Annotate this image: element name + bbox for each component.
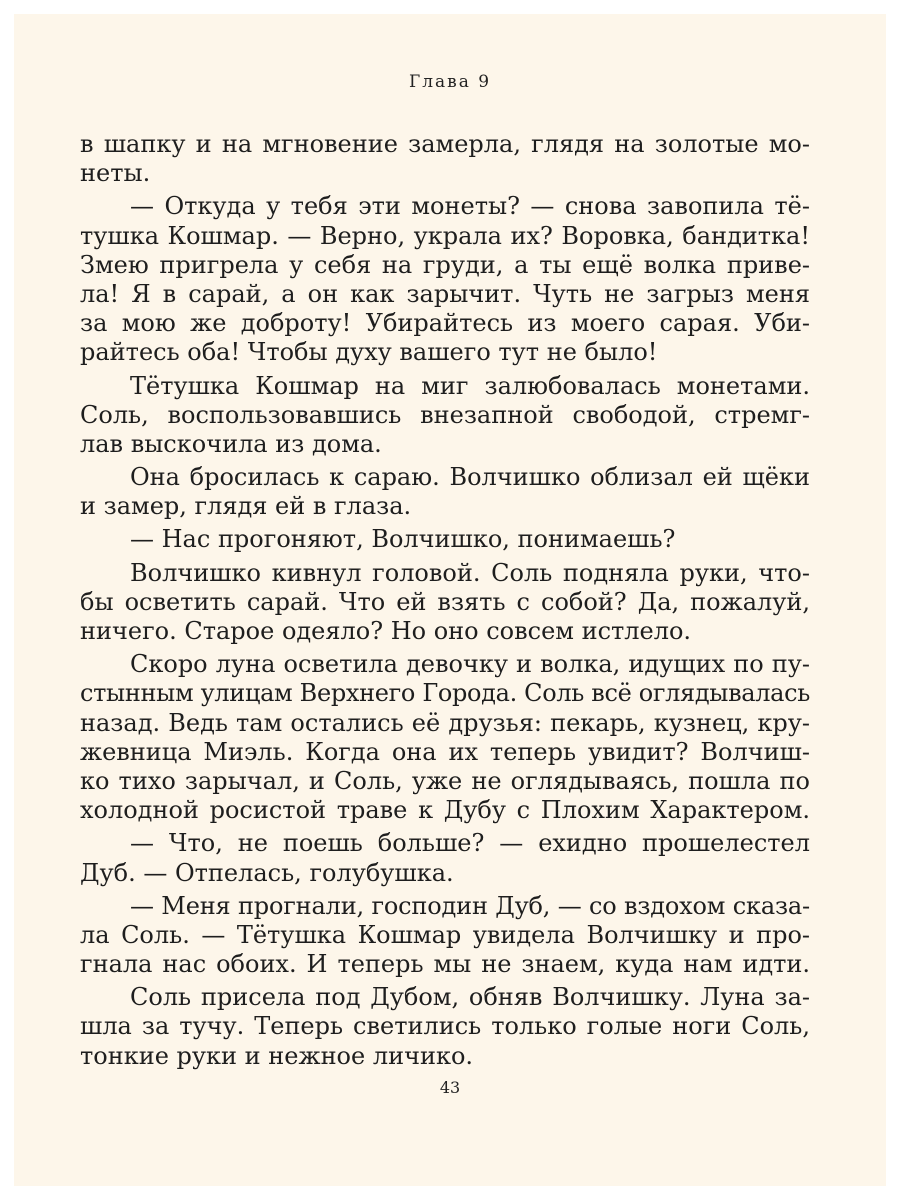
text-line: Соль присела под Дубом, обняв Волчишку. Луна за- [130, 983, 810, 1012]
paragraph [80, 983, 810, 1071]
text-line: за мою же доброту! Убирайтесь из моего сарая. Уби- [80, 309, 810, 338]
text-line: Тётушка Кошмар на миг залюбовалась монетами. [130, 371, 810, 400]
text-line: стынным улицам Верхнего Города. Соль всё оглядывалась [80, 679, 810, 708]
text-line: Змею пригрела у себя на груди, а ты ещё волка приве- [80, 250, 810, 279]
paragraph [80, 559, 810, 647]
text-line: Скоро луна осветила девочку и волка, идущих по пу- [130, 650, 810, 679]
text-line: холодной росистой траве к Дубу с Плохим Характером. [80, 796, 810, 825]
text-line: ла! Я в сарай, а он как зарычит. Чуть не загрыз меня [80, 279, 810, 308]
book-page [14, 14, 886, 1186]
text-line: неты. [80, 159, 151, 188]
text-line: Волчишко кивнул головой. Соль подняла руки, что- [130, 558, 810, 587]
text-line: назад. Ведь там остались её друзья: пекарь, кузнец, кру- [80, 708, 810, 737]
page-number: 43 [439, 1078, 461, 1097]
paragraph [80, 130, 810, 188]
text-line: в шапку и на мгновение замерла, глядя на золотые мо- [80, 130, 810, 158]
text-line: ла Соль. — Тётушка Кошмар увидела Волчишку и про- [80, 920, 810, 949]
text-line: ничего. Старое одеяло? Но оно совсем истлело. [80, 617, 692, 645]
paragraph [80, 525, 810, 554]
text-line: шла за тучу. Теперь светились только голые ноги Соль, [80, 1012, 810, 1041]
paragraph [80, 463, 810, 521]
text-line: лав выскочила из дома. [80, 429, 382, 458]
text-line: Дуб. — Отпелась, голубушка. [80, 858, 454, 887]
running-header: Глава 9 [408, 72, 492, 92]
text-line: бы осветить сарай. Что ей взять с собой? Да, пожалуй, [80, 587, 810, 616]
text-line: — Меня прогнали, господин Дуб, — со вздохом сказа- [130, 891, 810, 920]
paragraph [80, 650, 810, 825]
text-line: ко тихо зарычал, и Соль, уже не оглядываясь, пошла по [80, 766, 810, 795]
text-line: и замер, глядя ей в глаза. [80, 492, 412, 521]
text-line: гнала нас обоих. И теперь мы не знаем, куда нам идти. [80, 950, 810, 979]
paragraph [80, 892, 810, 980]
text-line: — Что, не поешь больше? — ехидно прошелестел [130, 829, 810, 858]
text-line: тушка Кошмар. — Верно, украла их? Воровка, бандитка! [80, 221, 810, 250]
text-line: жевница Миэль. Когда она их теперь увидит? Волчиш- [80, 737, 810, 766]
body-text [80, 130, 810, 1071]
paragraph [80, 192, 810, 367]
text-line: — Откуда у тебя эти монеты? — снова завопила тё- [130, 192, 810, 221]
text-line: райтесь оба! Чтобы духу вашего тут не было! [80, 338, 658, 367]
paragraph [80, 829, 810, 887]
text-line: — Нас прогоняют, Волчишко, понимаешь? [130, 525, 676, 554]
text-line: Соль, воспользовавшись внезапной свободой, стремг- [80, 400, 810, 429]
text-line: Она бросилась к сараю. Волчишко облизал ей щёки [130, 463, 810, 492]
text-line: тонкие руки и нежное личико. [80, 1041, 474, 1070]
paragraph [80, 372, 810, 460]
